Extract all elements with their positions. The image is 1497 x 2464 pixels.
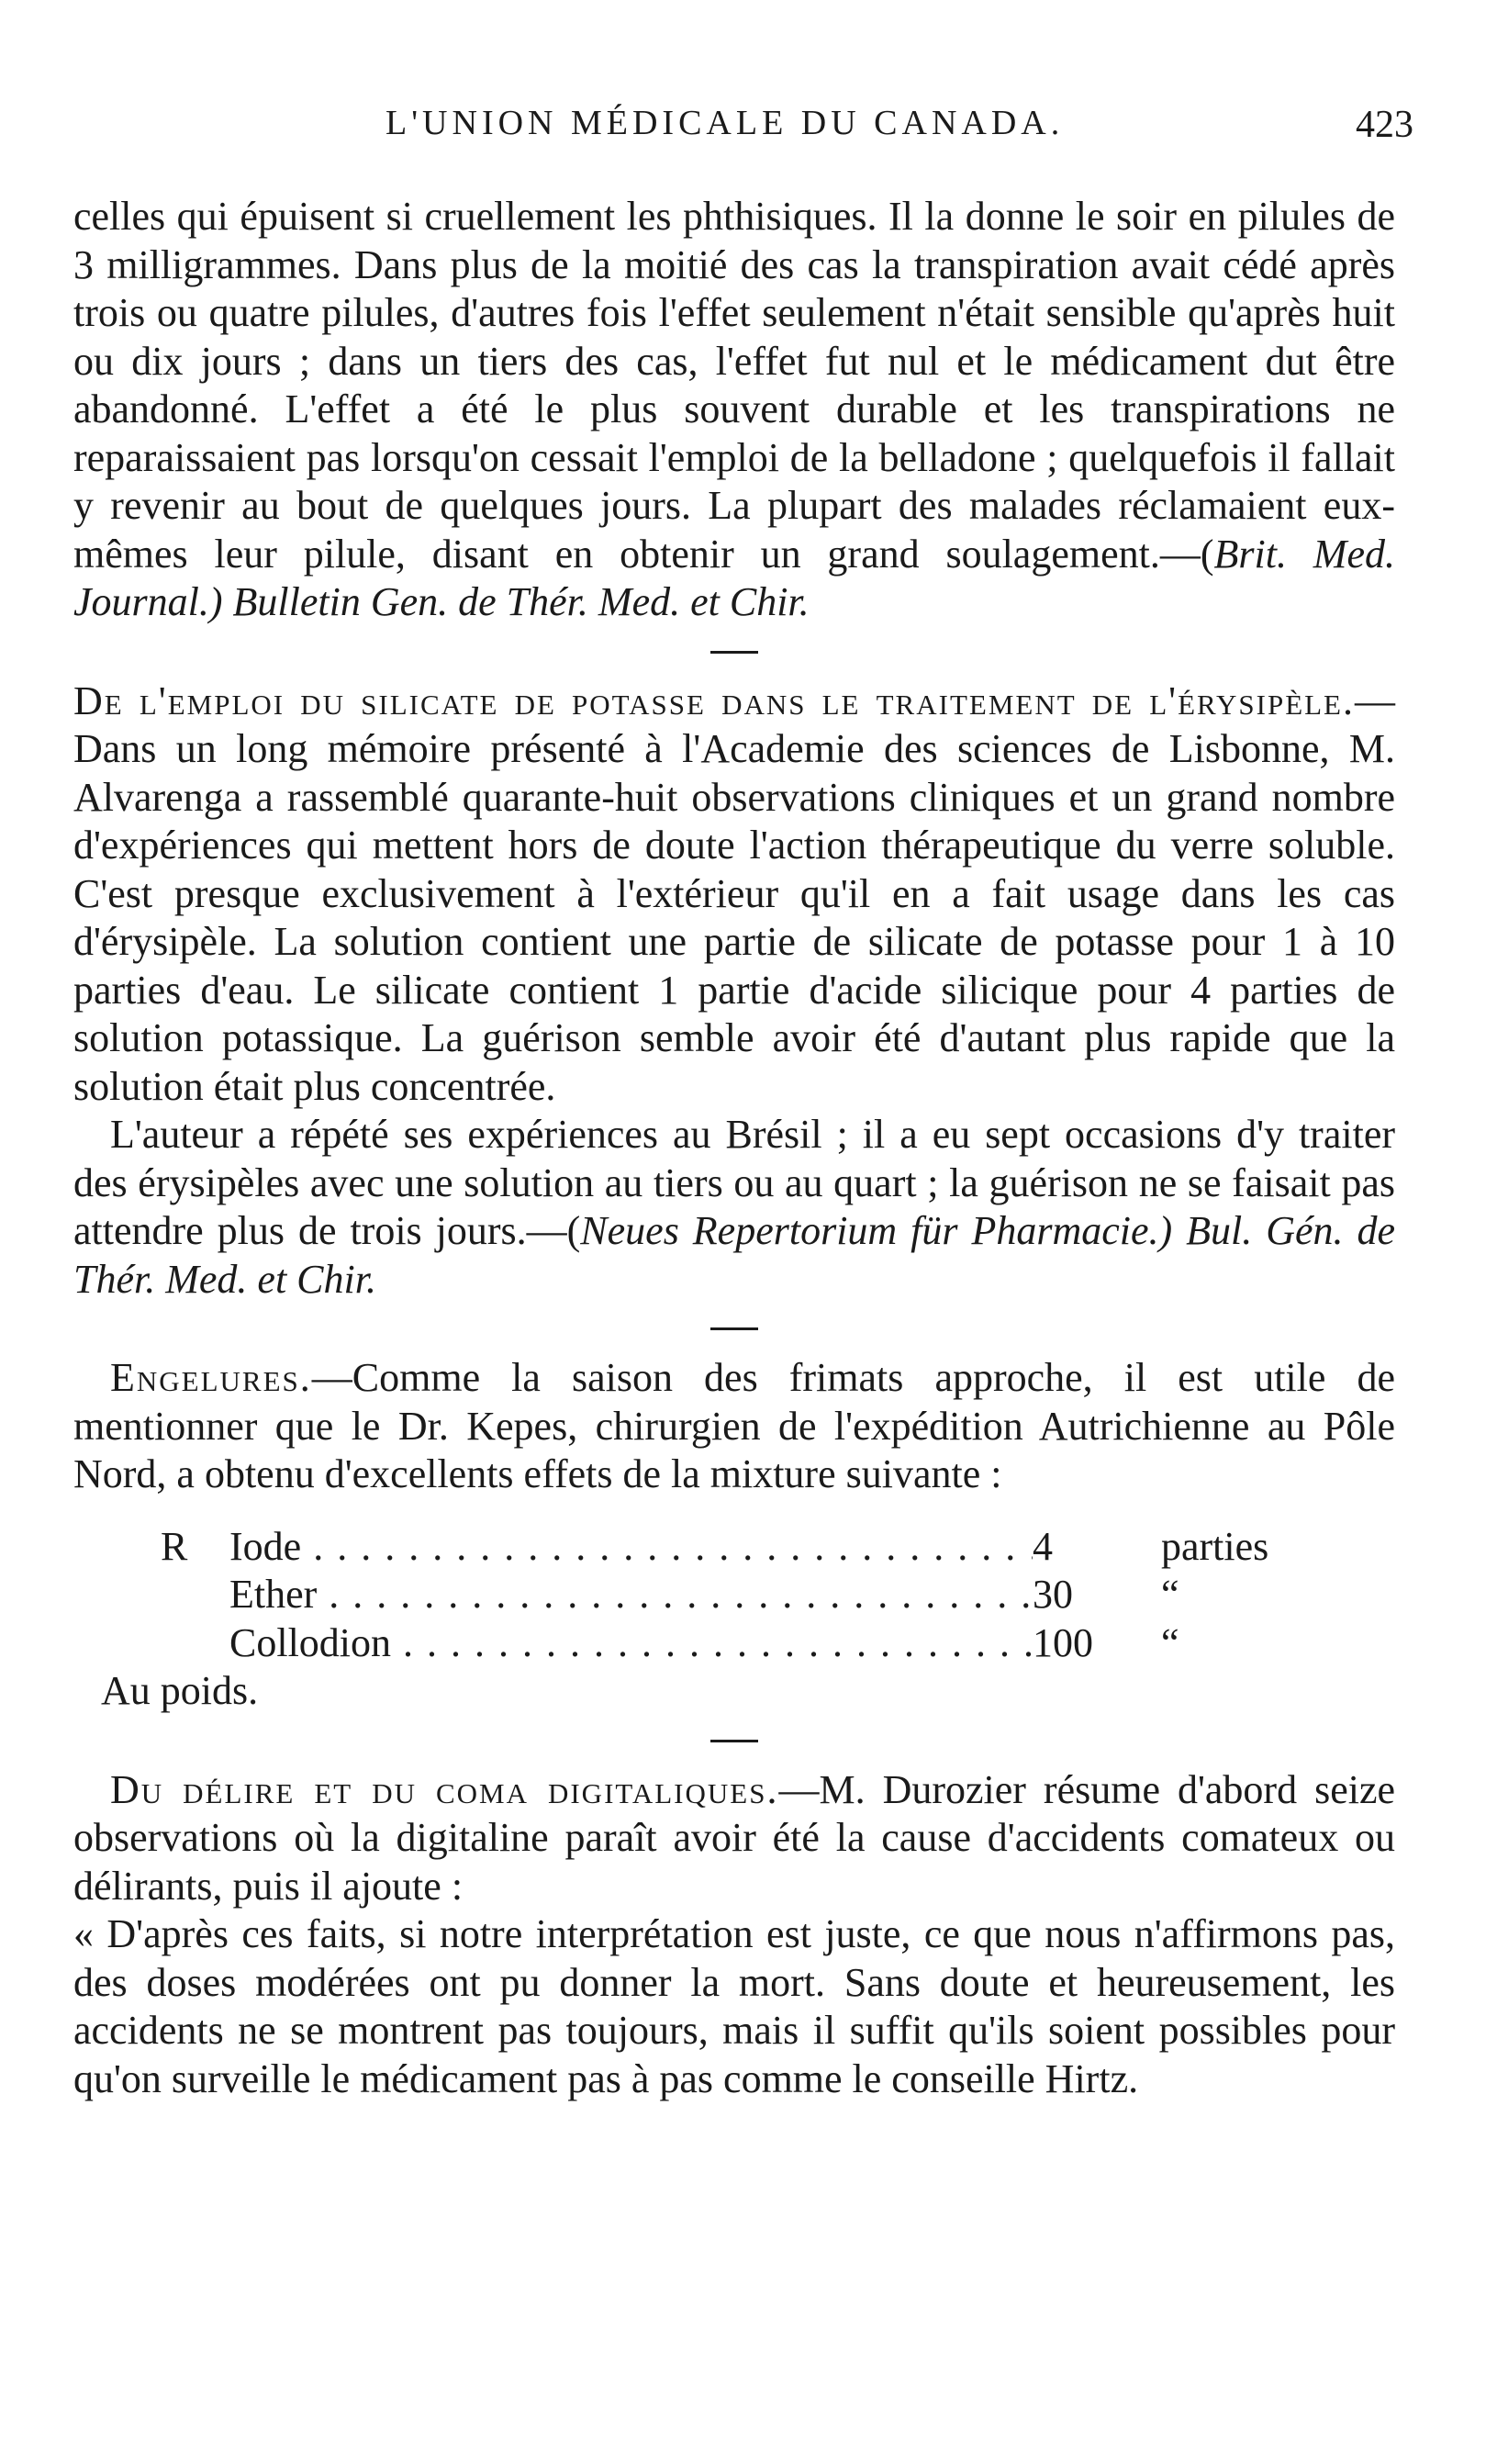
intro-citation: Brit. Med. Journal.) Bulletin Gen. de Thér. Med. et Chir. [73, 531, 1395, 624]
article-digitaline-quote [73, 1910, 1395, 2103]
article-silicate-citation: Neues Repertorium für Pharmacie.) Bul. Gén. de Thér. Med. et Chir. [73, 1208, 1395, 1302]
quote-text: « D'après ces faits, si notre interprétation est juste, ce que nous n'affirmons pas, des doses modérées ont pu donner la mort. Sans doute et heureusement, les accidents ne se montrent pas toujours, mais il suffit qu'ils soient possibles pour qu'on surveille le médicament pas à pas comme le conseille Hirtz. [73, 1911, 1395, 2101]
body-text [73, 193, 1395, 2103]
section-divider [710, 651, 758, 654]
ingredient-unit: parties [1161, 1523, 1269, 1569]
ingredient-quantity: 100 [1033, 1619, 1093, 1665]
article-digitaline [73, 1766, 1395, 1911]
formula-row [161, 1571, 1326, 1619]
weight-note-text: Au poids. [101, 1668, 259, 1713]
ingredient-name: Ether . . . [229, 1571, 1033, 1619]
ingredient-name: Collodion . . . [229, 1619, 1033, 1668]
article-engelures-text: —Comme la saison des frimats approche, il est utile de mentionner que le Dr. Kepes, chirurgien de l'expédition Autrichienne au Pôle Nord, a obtenu d'excellents effets de la mixture suivante : [73, 1355, 1395, 1496]
running-head: L'UNION MÉDICALE DU CANADA. [385, 104, 1065, 142]
article-silicate-para2-text: L'auteur a répété ses expériences au Brésil ; il a eu sept occasions d'y traiter des érysipèles avec une solution au tiers ou au quart ; la guérison ne se faisait pas attendre plus de trois jours.—( [73, 1112, 1395, 1253]
ingredient-unit: “ [1161, 1619, 1179, 1665]
intro-text: celles qui épuisent si cruellement les phthisiques. Il la donne le soir en pilules de 3 milligrammes. Dans plus de la moitié des cas la transpiration avait cédé après trois ou quatre pilules, d'autres fois l'effet seulement n'était sensible qu'après huit ou dix jours ; dans un tiers des cas, l'effet fut nul et le médicament dut être abandonné. L'effet a été le plus souvent durable et les transpirations ne reparaissaient pas lorsqu'on cessait l'emploi de la belladone ; quelquefois il fallait y revenir au bout de quelques jours. La plupart des malades réclamaient eux-mêmes leur pilule, disant en obtenir un grand soulagement.—( [73, 194, 1395, 577]
article-engelures [73, 1354, 1395, 1499]
formula-weight-note [101, 1667, 1395, 1716]
article-silicate-title: De l'emploi du silicate de potasse dans le traitement de l'érysipèle. [73, 678, 1355, 723]
formula-row [161, 1619, 1326, 1668]
ingredient-unit: “ [1161, 1572, 1179, 1617]
recipe-formula [161, 1523, 1326, 1668]
page-number: 423 [1356, 104, 1413, 146]
article-silicate-text: —Dans un long mémoire présenté à l'Academie des sciences de Lisbonne, M. Alvarenga a rassemblé quarante-huit observations cliniques et un grand nombre d'expériences qui mettent hors de doute l'action thérapeutique du verre soluble. C'est presque exclusivement à l'extérieur qu'il en a fait usage dans les cas d'érysipèle. La solution contient une partie de silicate de potasse pour 1 à 10 parties d'eau. Le silicate contient 1 partie d'acide silicique pour 4 parties de solution potassique. La guérison semble avoir été d'autant plus rapide que la solution était plus concentrée. [73, 678, 1395, 1109]
formula-row [161, 1523, 1326, 1572]
intro-paragraph [73, 193, 1395, 627]
article-silicate-para2 [73, 1111, 1395, 1304]
section-divider [710, 1740, 758, 1742]
article-engelures-title: Engelures. [110, 1355, 312, 1400]
section-divider [710, 1327, 758, 1330]
ingredient-name: Iode . . . [229, 1523, 1033, 1572]
recipe-symbol: R [161, 1523, 188, 1569]
ingredient-quantity: 30 [1033, 1572, 1073, 1617]
article-digitaline-text: —M. Durozier résume d'abord seize observations où la digitaline paraît avoir été la cause d'accidents comateux ou délirants, puis il ajoute : [73, 1766, 1396, 1909]
article-digitaline-title: Du délire et du coma digitaliques. [110, 1766, 779, 1812]
article-silicate [73, 678, 1395, 1112]
page-header [73, 103, 1413, 158]
ingredient-quantity: 4 [1033, 1523, 1053, 1569]
